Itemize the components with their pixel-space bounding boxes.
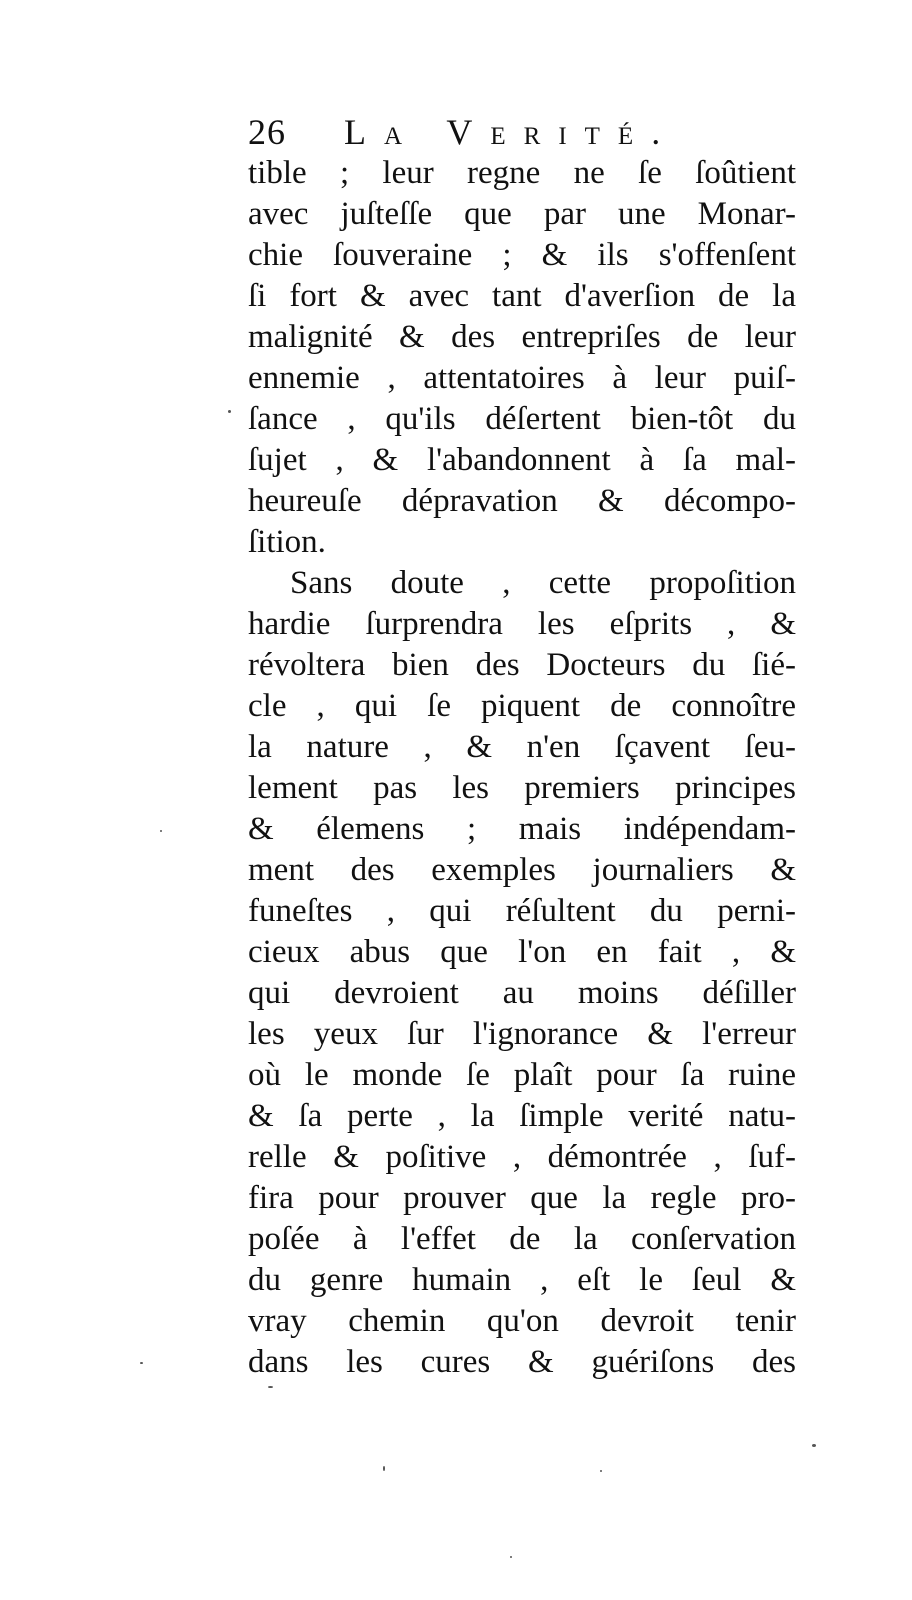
body-text [248,153,796,1383]
paper-speck [510,1556,512,1558]
text-line: relle & poſitive , démontrée , ſuf- [248,1139,796,1175]
paper-speck [600,1470,602,1472]
text-line: ennemie , attentatoires à leur puiſ- [248,360,796,396]
text-line: avec juſteſſe que par une Monar- [248,196,796,232]
text-line: ſition. [248,524,326,560]
text-line: qui devroient au moins déſiller [248,975,796,1011]
text-line: les yeux ſur l'ignorance & l'erreur [248,1016,796,1052]
paper-speck [160,830,162,832]
text-line: vray chemin qu'on devroit tenir [248,1303,796,1339]
text-line: heureuſe dépravation & décompo- [248,483,796,519]
paragraph-1 [248,153,796,563]
text-line: dans les cures & guériſons des [248,1344,796,1380]
text-line: révoltera bien des Docteurs du ſié- [248,647,796,683]
text-line: cieux abus que l'on en fait , & [248,934,796,970]
page-number: 26 [248,112,286,152]
text-line: hardie ſurprendra les eſprits , & [248,606,796,642]
page-header [248,108,718,156]
text-line: poſée à l'effet de la conſervation [248,1221,796,1257]
text-line: cle , qui ſe piquent de connoître [248,688,796,724]
running-title: La Verité. [344,112,679,152]
paper-speck [383,1466,385,1471]
text-line: Sans doute , cette propoſition [290,565,796,601]
text-line: & ſa perte , la ſimple verité natu- [248,1098,796,1134]
text-line: ſance , qu'ils déſertent bien-tôt du [248,401,796,437]
paper-speck [812,1444,816,1447]
text-line: ſujet , & l'abandonnent à ſa mal- [248,442,796,478]
text-line: lement pas les premiers principes [248,770,796,806]
text-line: fira pour prouver que la regle pro- [248,1180,796,1216]
text-line: funeſtes , qui réſultent du perni- [248,893,796,929]
paper-speck [268,1386,273,1388]
text-line: ſi fort & avec tant d'averſion de la [248,278,796,314]
text-line: tible ; leur regne ne ſe ſoûtient [248,155,796,191]
text-line: la nature , & n'en ſçavent ſeu- [248,729,796,765]
paper-speck [140,1362,143,1364]
text-line: chie ſouveraine ; & ils s'offenſent [248,237,796,273]
text-line: & élemens ; mais indépendam- [248,811,796,847]
text-line: ment des exemples journaliers & [248,852,796,888]
text-line: où le monde ſe plaît pour ſa ruine [248,1057,796,1093]
paragraph-2 [248,563,796,1383]
text-line: malignité & des entrepriſes de leur [248,319,796,355]
text-line: du genre humain , eſt le ſeul & [248,1262,796,1298]
paper-speck [228,410,231,413]
